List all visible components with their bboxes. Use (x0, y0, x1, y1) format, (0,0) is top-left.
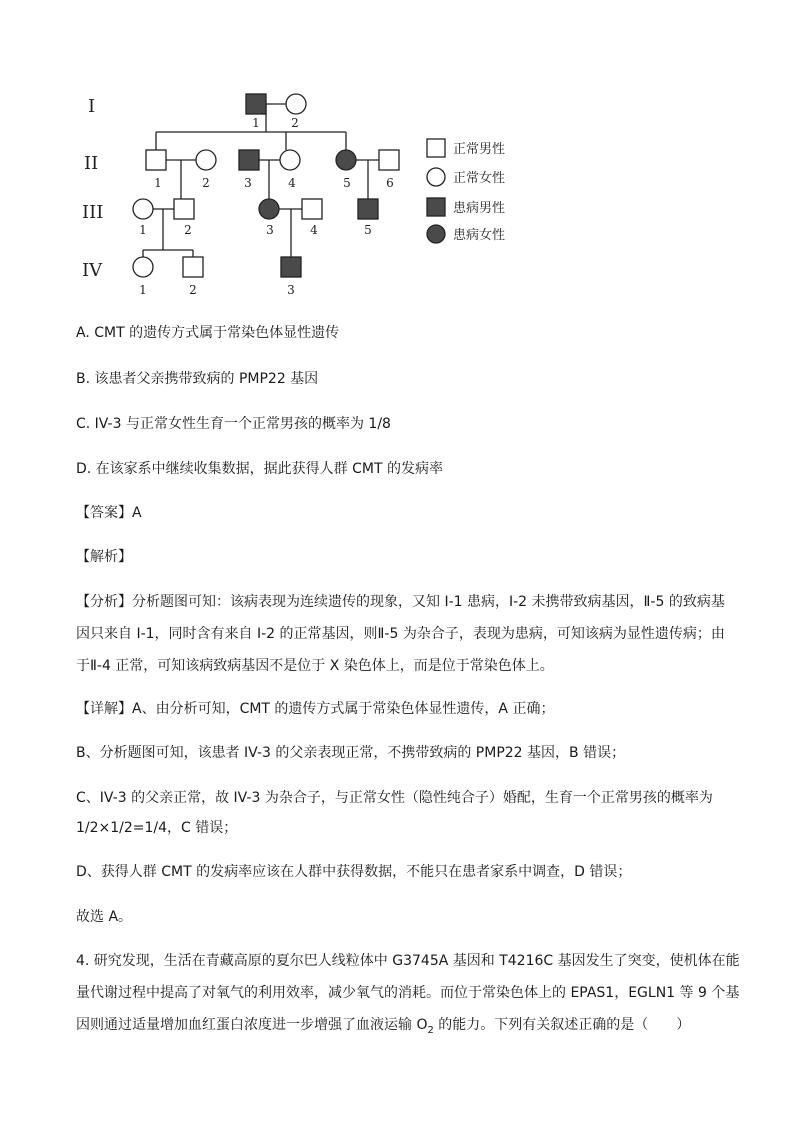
num-IV-2: 2 (189, 283, 197, 297)
num-I-2: 2 (291, 116, 299, 130)
num-III-4: 4 (310, 223, 318, 237)
IV-2-normal-male (183, 257, 203, 277)
III-2-normal-male (174, 199, 194, 219)
legend-normal-female-label: 正常女性 (453, 171, 506, 186)
question4-line-2: 量代谢过程中提高了对氧气的利用效率，减少氧气的消耗。而位于常染色体上的 EPAS1，EGLN1 等 9 个基 (76, 985, 740, 1001)
legend-affected-female-label: 患病女性 (453, 228, 506, 243)
detail-b: B、分析题图可知，该患者 IV-3 的父亲表现正常，不携带致病的 PMP22 基因，B 错误； (76, 745, 626, 761)
legend-affected-male-label: 患病男性 (453, 201, 506, 216)
num-II-2: 2 (202, 176, 210, 190)
III-1-normal-female (133, 199, 153, 219)
question4-line-1: 4. 研究发现，生活在青藏高原的夏尔巴人线粒体中 G3745A 基因和 T4216C 基因发生了突变，使机体在能 (76, 953, 740, 969)
option-c: C. IV-3 与正常女性生育一个正常男孩的概率为 1/8 (76, 416, 391, 432)
legend-affected-female-symbol (427, 225, 445, 243)
final-choice: 故选 A。 (76, 909, 133, 925)
num-III-2: 2 (184, 223, 192, 237)
IV-1-normal-female (133, 257, 153, 277)
analysis-line-3: 于Ⅱ-4 正常，可知该病致病基因不是位于 X 染色体上，而是位于常染色体上。 (76, 658, 554, 674)
num-II-5: 5 (343, 176, 351, 190)
num-II-3: 3 (244, 176, 252, 190)
num-II-4: 4 (288, 176, 296, 190)
gen-label-III: III (82, 202, 104, 223)
option-d: D. 在该家系中继续收集数据，据此获得人群 CMT 的发病率 (76, 461, 443, 477)
detail-d: D、获得人群 CMT 的发病率应该在人群中获得数据，不能只在患者家系中调查，D 错误； (76, 864, 632, 880)
num-IV-1: 1 (139, 283, 147, 297)
question4-line-3 (76, 1015, 696, 1041)
num-III-5: 5 (364, 223, 372, 237)
num-III-3: 3 (266, 223, 274, 237)
II-1-normal-male (146, 150, 166, 170)
answer: 【答案】A (76, 505, 142, 521)
gen-label-II: II (84, 153, 99, 174)
detail-a: 【详解】A、由分析可知，CMT 的遗传方式属于常染色体显性遗传，A 正确； (76, 701, 555, 717)
num-II-6: 6 (386, 176, 394, 190)
num-III-1: 1 (139, 223, 147, 237)
gen-label-IV: IV (82, 260, 103, 281)
question4-line-3-pre: 因则通过适量增加血红蛋白浓度进一步增强了血液运输 O (76, 1017, 428, 1033)
IV-3-affected-male (281, 257, 301, 277)
legend-affected-male-symbol (427, 198, 445, 216)
III-3-affected-female (259, 199, 279, 219)
num-II-1: 1 (154, 176, 162, 190)
analysis-line-1: 【分析】分析题图可知：该病表现为连续遗传的现象，又知 I-1 患病，I-2 未携带致病基因，Ⅱ-5 的致病基 (76, 594, 725, 610)
analysis-heading: 【解析】 (76, 549, 132, 565)
II-2-normal-female (196, 150, 216, 170)
question4-line-3-post: 的能力。下列有关叙述正确的是（ ） (433, 1017, 691, 1033)
I-2-normal-female (286, 94, 306, 114)
legend-normal-male-label: 正常男性 (453, 142, 506, 157)
II-5-affected-female (336, 150, 356, 170)
legend-normal-female-symbol (427, 168, 445, 186)
detail-c-line-2: 1/2×1/2=1/4，C 错误； (76, 820, 238, 836)
num-IV-3: 3 (287, 283, 295, 297)
detail-c-line-1: C、IV-3 的父亲正常，故 IV-3 为杂合子，与正常女性（隐性纯合子）婚配，生育一个正常男孩的概率为 (76, 790, 713, 806)
III-5-affected-male (358, 199, 378, 219)
gen-label-I: I (88, 96, 96, 117)
II-4-normal-female (280, 150, 300, 170)
III-4-normal-male (302, 199, 322, 219)
legend-normal-male-symbol (427, 139, 445, 157)
I-1-affected-male (246, 94, 266, 114)
option-b: B. 该患者父亲携带致病的 PMP22 基因 (76, 371, 319, 387)
analysis-line-2: 因只来自 I-1，同时含有来自 I-2 的正常基因，则Ⅱ-5 为杂合子，表现为患病，可知该病为显性遗传病；由 (76, 626, 725, 642)
option-a: A. CMT 的遗传方式属于常染色体显性遗传 (76, 325, 340, 341)
pedigree-chart (60, 70, 530, 300)
II-3-affected-male (239, 150, 259, 170)
II-6-normal-male (379, 150, 399, 170)
num-I-1: 1 (252, 116, 260, 130)
o2-subscript: 2 (427, 1024, 434, 1036)
